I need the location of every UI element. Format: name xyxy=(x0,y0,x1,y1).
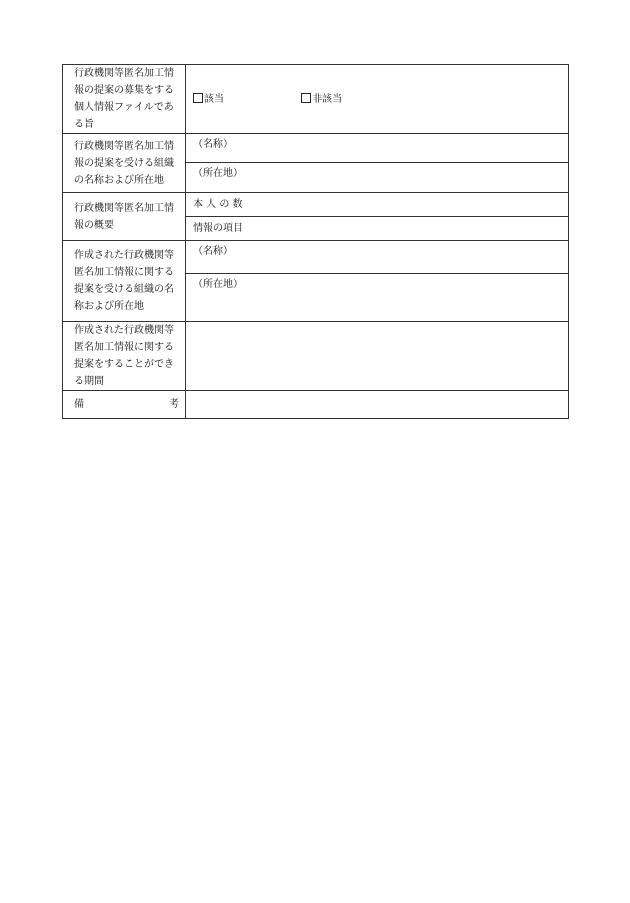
org-label: 行政機関等匿名加工情報の提案を受ける組織の名称および所在地 xyxy=(63,134,186,193)
org-name-row xyxy=(63,134,569,163)
summary-count-row xyxy=(63,193,569,217)
applicability-cell xyxy=(186,65,569,134)
checkbox-icon xyxy=(193,93,203,103)
period-label: 作成された行政機関等匿名加工情報に関する提案をすることができる期間 xyxy=(63,322,186,391)
created-org-label: 作成された行政機関等匿名加工情報に関する提案を受ける組織の名称および所在地 xyxy=(63,241,186,322)
summary-label: 行政機関等匿名加工情報の概要 xyxy=(63,193,186,241)
items-label: 情報の項目 xyxy=(193,223,243,234)
count-cell[interactable] xyxy=(186,193,569,217)
created-org-address-cell[interactable] xyxy=(186,274,569,322)
remarks-label-left: 備 xyxy=(74,399,84,410)
not-applicable-checkbox[interactable] xyxy=(301,91,342,108)
created-org-name-cell[interactable] xyxy=(186,241,569,274)
count-label: 本 人 の 数 xyxy=(193,199,243,210)
org-name-cell[interactable] xyxy=(186,134,569,163)
remarks-row xyxy=(63,391,569,419)
period-row xyxy=(63,322,569,391)
remarks-label-cell xyxy=(63,391,186,419)
checkbox-icon xyxy=(301,93,311,103)
purpose-row xyxy=(63,65,569,134)
remarks-cell[interactable] xyxy=(186,391,569,419)
created-org-address-label: （所在地） xyxy=(193,279,243,290)
created-org-name-row xyxy=(63,241,569,274)
org-name-label: （名称） xyxy=(193,139,233,150)
org-address-cell[interactable] xyxy=(186,163,569,193)
period-cell[interactable] xyxy=(186,322,569,391)
items-cell[interactable] xyxy=(186,217,569,241)
created-org-name-label: （名称） xyxy=(193,246,233,257)
applicable-label: 該当 xyxy=(204,93,224,105)
applicable-checkbox[interactable] xyxy=(193,91,224,108)
anonymized-info-form-table xyxy=(62,64,569,419)
not-applicable-label: 非該当 xyxy=(312,93,343,105)
org-address-label: （所在地） xyxy=(193,168,243,179)
purpose-label: 行政機関等匿名加工情報の提案の募集をする個人情報ファイルである旨 xyxy=(63,65,186,134)
remarks-label-right: 考 xyxy=(169,399,179,410)
